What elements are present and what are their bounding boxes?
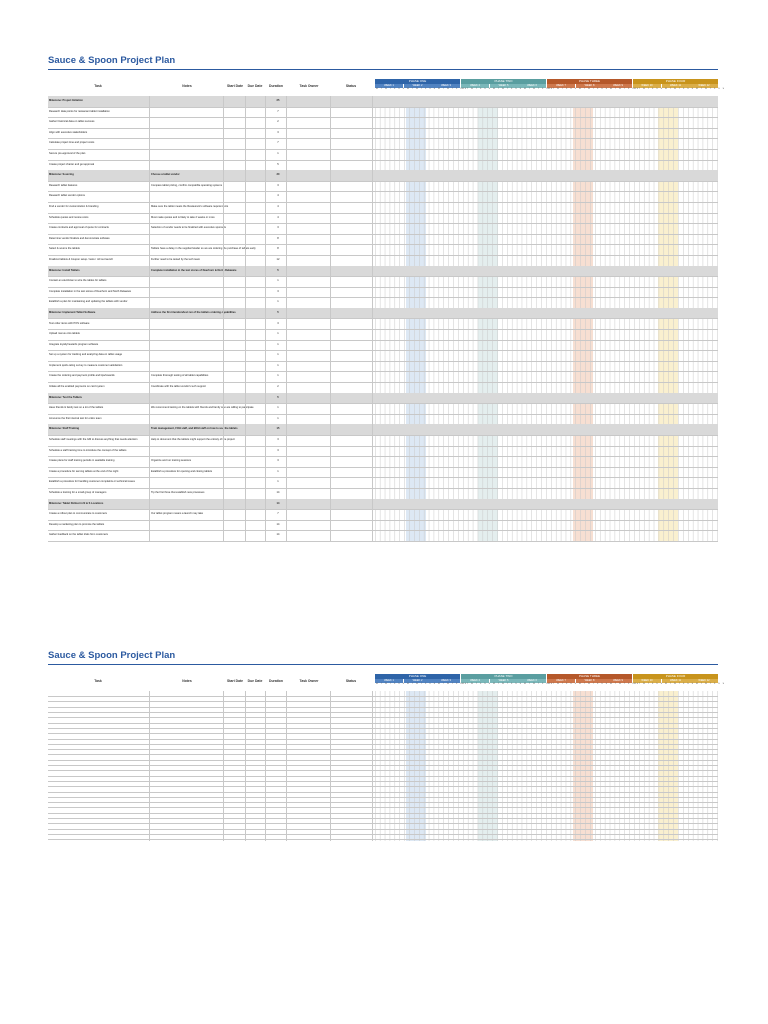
task-cell: Find a vendor for customization & branding xyxy=(49,204,99,208)
notes-cell: Complete installation in the test stores of Deerhorn & North Delaware xyxy=(151,268,237,272)
task-cell: Milestone: Tablet Rollout in N & S Locations xyxy=(49,501,104,505)
task-cell: Establish a plan for maintaining and updating the tablets with vendor xyxy=(49,300,128,304)
notes-cell: Must make quotes and is likely to take 2 weeks or more xyxy=(151,215,215,219)
duration-cell: 8 xyxy=(277,247,279,251)
week-2-2: WEEK 2 xyxy=(404,679,432,683)
week-1: WEEK 1 xyxy=(375,84,403,88)
duration-cell: 7 xyxy=(277,109,279,113)
col-notes: Notes xyxy=(182,84,192,88)
week-3-2: WEEK 3 xyxy=(432,679,460,683)
task-cell: Set up a system for tracking and analyzing data on tablet usage xyxy=(49,353,123,357)
day-letters-2-p3: M T W T F S S M T W T F S S M T W T F S S xyxy=(548,683,640,685)
task-cell: Contact an electrician to wire the tables for tablets xyxy=(49,279,107,283)
week-5: WEEK 5 xyxy=(490,84,518,88)
week-9: WEEK 9 xyxy=(604,84,632,88)
task-cell: Calculate project time and project costs xyxy=(49,141,95,145)
duration-cell: 25 xyxy=(276,99,280,102)
sheet-page-1 xyxy=(48,55,726,545)
duration-cell: 3 xyxy=(277,183,279,187)
week-10-2: WEEK 10 xyxy=(633,679,661,683)
notes-cell: Further need to be tested by the tech team xyxy=(151,257,201,261)
task-cell: Gather feedback on the tablet trials from customers xyxy=(49,533,108,537)
week-9-2: WEEK 9 xyxy=(604,679,632,683)
phase-four-2: PHASE FOUR xyxy=(633,674,718,679)
task-cell: Milestone: Sourcing xyxy=(49,173,74,177)
day-letters-2-p2: M T W T F S S M T W T F S S M T W T F S S xyxy=(462,683,554,685)
task-cell: Develop a marketing plan to promote the tablets xyxy=(49,522,105,526)
week-7: WEEK 7 xyxy=(547,84,575,88)
duration-cell: 3 xyxy=(277,226,279,230)
column-divider xyxy=(223,96,224,541)
week-8: WEEK 8 xyxy=(576,84,604,88)
duration-cell: 1 xyxy=(277,416,279,420)
duration-cell: 5 xyxy=(277,395,279,399)
task-cell: Create a procedure for serving tablets at the end of the night xyxy=(49,469,119,473)
duration-cell: 1 xyxy=(277,353,279,357)
week-2: WEEK 2 xyxy=(404,84,432,88)
task-cell: Align with executive stakeholders xyxy=(49,130,88,134)
task-cell: Select & source the tablets xyxy=(49,247,80,251)
duration-cell: 5 xyxy=(277,162,279,166)
phase-header-2 xyxy=(375,674,726,690)
duration-cell: 5 xyxy=(277,268,279,272)
column-divider xyxy=(149,96,150,541)
task-cell: Establish a procedure for handling customer complaints or technical issues xyxy=(49,480,135,484)
column-divider xyxy=(265,96,266,541)
duration-cell: 7 xyxy=(277,512,279,516)
task-cell: Milestone: Staff Training xyxy=(49,427,80,431)
task-cell: Determine vendor finalists and demonstrate software xyxy=(49,236,110,240)
task-cell: Implement quick-rating survey to measure customer satisfaction xyxy=(49,363,123,367)
duration-cell: 3 xyxy=(277,448,279,452)
duration-cell: 14 xyxy=(276,501,280,505)
column-divider xyxy=(245,691,246,841)
notes-cell: Our tablet program means a launch may take xyxy=(151,512,204,516)
duration-cell: 2 xyxy=(277,120,279,124)
column-divider xyxy=(286,96,287,541)
column-divider xyxy=(149,691,150,841)
task-cell: Schedule a staff training time to introduce the concept of the tablets xyxy=(49,448,127,452)
duration-cell: 14 xyxy=(276,533,280,537)
week-3: WEEK 3 xyxy=(432,84,460,88)
day-letters-p2: M T W T F S S M T W T F S S M T W T F S S xyxy=(462,88,554,90)
col-duration-2: Duration xyxy=(269,679,283,683)
col-owner: Task Owner xyxy=(299,84,319,88)
task-cell: Milestone: Implement Tablet Software xyxy=(49,310,96,314)
column-divider xyxy=(372,691,373,841)
week-6-2: WEEK 6 xyxy=(518,679,546,683)
task-cell: Secure pre-approval of the plan xyxy=(49,151,86,155)
duration-cell: 1 xyxy=(277,332,279,336)
week-1-2: WEEK 1 xyxy=(375,679,403,683)
notes-cell: Tip the first three that establish new processes xyxy=(151,491,205,495)
week-6: WEEK 6 xyxy=(518,84,546,88)
column-divider xyxy=(223,691,224,841)
week-4-2: WEEK 4 xyxy=(461,679,489,683)
duration-cell: 1 xyxy=(277,374,279,378)
notes-cell: Coordinate with the tablet vendor's tech support xyxy=(151,385,206,389)
col-status: Status xyxy=(345,84,357,88)
task-cell: Research data points for restaurant tablet installation xyxy=(49,109,110,113)
duration-cell: 3 xyxy=(277,130,279,134)
phase-two: PHASE TWO xyxy=(461,79,546,84)
week-12-2: WEEK 12 xyxy=(690,679,718,683)
phase-four: PHASE FOUR xyxy=(633,79,718,84)
page-title: Sauce & Spoon Project Plan xyxy=(48,55,176,66)
week-10: WEEK 10 xyxy=(633,84,661,88)
page-title-2: Sauce & Spoon Project Plan xyxy=(48,650,176,661)
duration-cell: 4 xyxy=(277,215,279,219)
duration-cell: 2 xyxy=(277,385,279,389)
col-due-2: Due Date xyxy=(247,679,263,683)
task-cell: Upload menus onto tablets xyxy=(49,332,80,336)
phase-one-2: PHASE ONE xyxy=(375,674,460,679)
notes-cell: Help to document that the tablets might support the entirety of the project xyxy=(151,438,235,442)
empty-task-grid xyxy=(48,691,718,841)
week-8-2: WEEK 8 xyxy=(576,679,604,683)
task-cell: Schedule staff meetings with the GM to discuss anything that needs attention xyxy=(49,438,138,442)
task-cell: Milestone: Install Tablets xyxy=(49,268,80,272)
week-11: WEEK 11 xyxy=(662,84,690,88)
task-cell: Create project charter and get approval xyxy=(49,162,95,166)
col-owner-2: Task Owner xyxy=(299,679,319,683)
phase-two-2: PHASE TWO xyxy=(461,674,546,679)
duration-cell: 7 xyxy=(277,141,279,145)
notes-cell: Establish a procedure for opening and closing tablets xyxy=(151,469,212,473)
col-start: Start Date xyxy=(226,84,244,88)
notes-cell: Compare tablet pricing, confirm compatible operating systems xyxy=(151,183,223,187)
duration-cell: 3 xyxy=(277,438,279,442)
task-cell: Create contracts and approval of quote for contracts xyxy=(49,226,109,230)
task-grid xyxy=(48,96,718,541)
column-divider xyxy=(245,96,246,541)
sheet-page-2 xyxy=(48,650,726,950)
duration-cell: 1 xyxy=(277,480,279,484)
col-due: Due Date xyxy=(247,84,263,88)
task-cell: Schedule a training for a small group of managers xyxy=(49,491,107,495)
duration-cell: 1 xyxy=(277,279,279,283)
task-cell: Finalized tablets & Coupon setup / tests / roll out launch xyxy=(49,257,114,261)
column-divider xyxy=(372,96,373,541)
task-cell: Announce the first internal test for entire team xyxy=(49,416,102,420)
col-duration: Duration xyxy=(269,84,283,88)
col-status-2: Status xyxy=(345,679,357,683)
task-cell: Integrate loyalty/rewards program software xyxy=(49,342,99,346)
notes-cell: We recommend testing on the tablets with friends and family who are willing to participate xyxy=(151,406,254,410)
duration-cell: 3 xyxy=(277,289,279,293)
duration-cell: 15 xyxy=(276,427,280,431)
week-7-2: WEEK 7 xyxy=(547,679,575,683)
duration-cell: 1 xyxy=(277,300,279,304)
duration-cell: 30 xyxy=(276,173,280,177)
col-task-2: Task xyxy=(94,679,102,683)
duration-cell: 4 xyxy=(277,204,279,208)
task-cell: Test order items with POS software xyxy=(49,321,90,325)
duration-cell: 5 xyxy=(277,310,279,314)
col-task: Task xyxy=(94,84,102,88)
duration-cell: 8 xyxy=(277,236,279,240)
week-5-2: WEEK 5 xyxy=(490,679,518,683)
day-letters-p4: M T W T F S S M T W T F S S M T W T F S S xyxy=(634,88,726,90)
day-letters-p1: M T W T F S S M T W T F S S M T W T F S S xyxy=(376,88,468,90)
phase-three: PHASE THREE xyxy=(547,79,632,84)
duration-cell: 1 xyxy=(277,363,279,367)
week-12: WEEK 12 xyxy=(690,84,718,88)
notes-cell: Address the first iteration/test run of the tablets ordering capabilities xyxy=(151,310,236,314)
day-letters-p3: M T W T F S S M T W T F S S M T W T F S S xyxy=(548,88,640,90)
duration-cell: 12 xyxy=(276,257,280,261)
task-cell: Research tablet vendor options xyxy=(49,194,85,198)
day-letters-2-p1: M T W T F S S M T W T F S S M T W T F S S xyxy=(376,683,468,685)
week-11-2: WEEK 11 xyxy=(662,679,690,683)
duration-cell: 14 xyxy=(276,491,280,495)
task-cell: Complete installation in the test stores of Deerhorn and North Delaware xyxy=(49,289,132,293)
phase-three-2: PHASE THREE xyxy=(547,674,632,679)
column-divider xyxy=(330,96,331,541)
column-divider xyxy=(286,691,287,841)
notes-cell: Choose a tablet vendor xyxy=(151,173,180,177)
duration-cell: 3 xyxy=(277,459,279,463)
duration-cell: 1 xyxy=(277,151,279,155)
duration-cell: 3 xyxy=(277,321,279,325)
task-cell: Schedule quotes and review costs xyxy=(49,215,89,219)
duration-cell: 1 xyxy=(277,406,279,410)
notes-cell: Selection of vendor needs to be finalized with executive sponsors xyxy=(151,226,226,230)
phase-one: PHASE ONE xyxy=(375,79,460,84)
duration-cell: 14 xyxy=(276,522,280,526)
duration-cell: 4 xyxy=(277,194,279,198)
column-divider xyxy=(265,691,266,841)
task-cell: Create plans for staff training periods in available training xyxy=(49,459,115,463)
phase-header xyxy=(375,79,726,95)
task-cell: Milestone: Project Initiation xyxy=(49,99,83,102)
duration-cell: 1 xyxy=(277,342,279,346)
col-start-2: Start Date xyxy=(226,679,244,683)
task-cell: Milestone: Test the Tablets xyxy=(49,395,82,399)
task-cell: Initiate all the enabled payments on card system xyxy=(49,385,105,389)
day-letters-2-p4: M T W T F S S M T W T F S S M T W T F S S xyxy=(634,683,726,685)
notes-cell: Organize and run training sessions xyxy=(151,459,192,463)
notes-cell: Complete thorough testing of all tablet capabilities xyxy=(151,374,209,378)
task-cell: Create the ordering and payment profile and tips/rewards xyxy=(49,374,115,378)
notes-cell: Tablets have a delay in the supplier/retailer so we are ordering the purchase of tablets early xyxy=(151,247,256,251)
week-4: WEEK 4 xyxy=(461,84,489,88)
task-cell: Create a rollout plan to communicate to customers xyxy=(49,512,107,516)
column-divider xyxy=(330,691,331,841)
task-cell: Research tablet features xyxy=(49,183,78,187)
col-notes-2: Notes xyxy=(182,679,192,683)
task-cell: Gather historical data on tablet success xyxy=(49,120,95,124)
title-rule-2 xyxy=(48,664,718,665)
notes-cell: Make sure the tablet meets the Restaurant's software requirements xyxy=(151,204,229,208)
title-rule xyxy=(48,69,718,70)
notes-cell: Train management, FOH staff, and BOH staff on how to use the tablets xyxy=(151,427,238,431)
task-cell: Have friends & family test on a lot of the tablets xyxy=(49,406,104,410)
duration-cell: 1 xyxy=(277,469,279,473)
